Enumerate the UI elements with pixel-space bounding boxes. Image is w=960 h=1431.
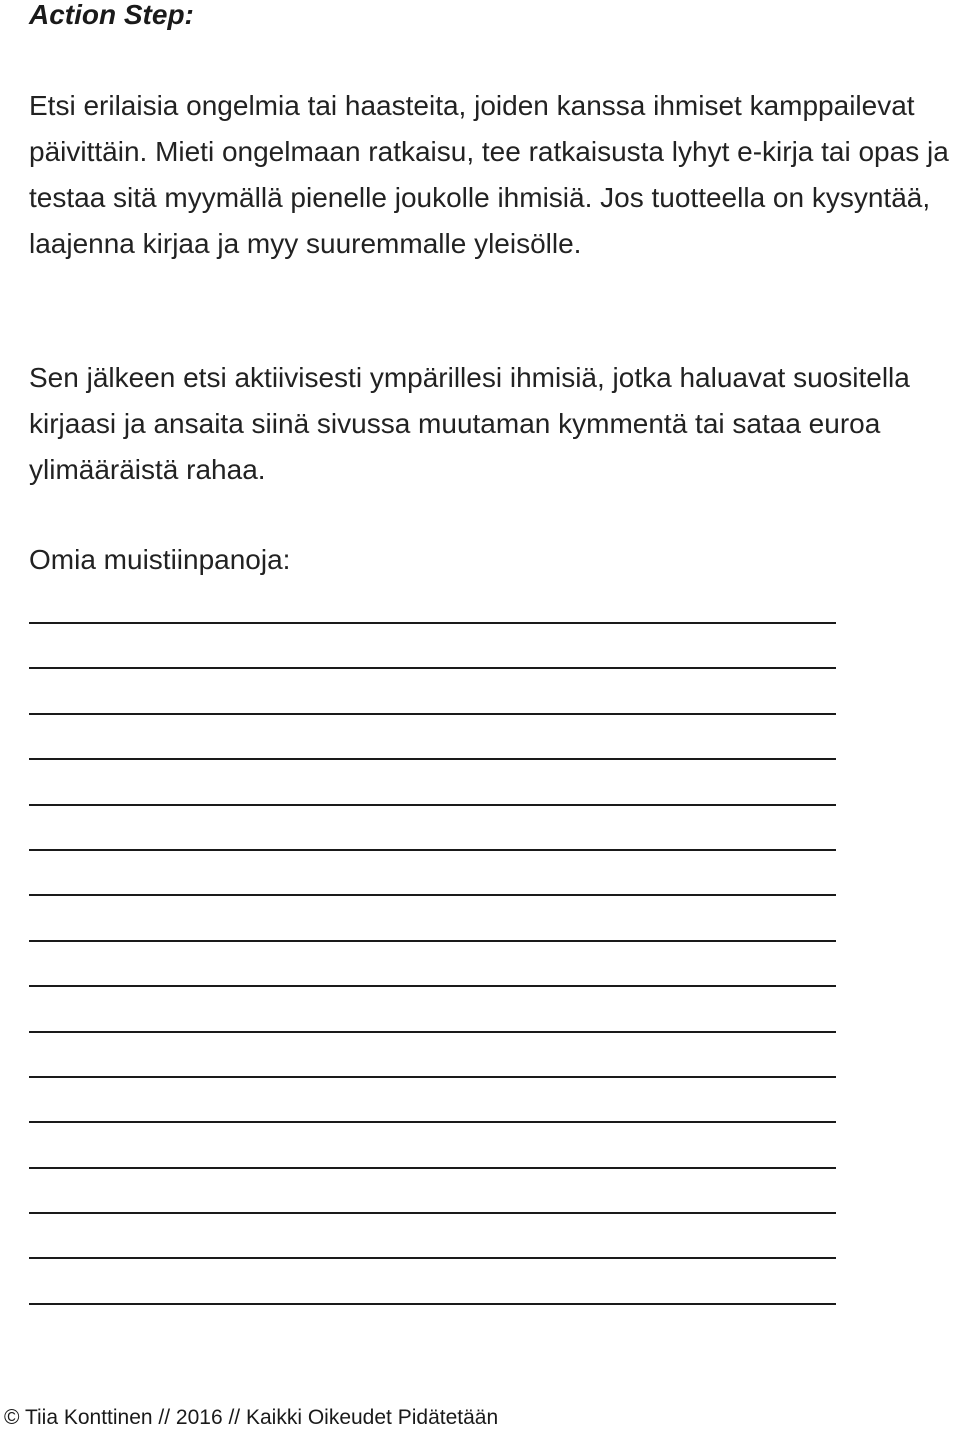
- follow-up-paragraph: Sen jälkeen etsi aktiivisesti ympärillesi ihmisiä, jotka haluavat suositella kirjaasi ja ansaita siinä sivussa muutaman kymmentä tai sataa euroa ylimääräistä rahaa.: [29, 362, 910, 485]
- note-line: [29, 1033, 836, 1078]
- note-line: [29, 624, 836, 669]
- note-line: [29, 1078, 836, 1123]
- note-line: [29, 669, 836, 714]
- note-line: [29, 1123, 836, 1168]
- copyright-footer: [4, 1405, 498, 1431]
- notes-label: Omia muistiinpanoja:: [29, 544, 291, 575]
- notes-writing-area: [29, 622, 836, 1305]
- copyright-icon: ©: [4, 1406, 20, 1429]
- note-line: [29, 851, 836, 896]
- instruction-paragraph: Etsi erilaisia ongelmia tai haasteita, joiden kanssa ihmiset kamppailevat päivittäin. Mieti ongelmaan ratkaisu, tee ratkaisusta lyhyt e-kirja tai opas ja testaa sitä myymällä pienelle joukolle ihmisiä. Jos tuotteella on kysyntää, laajenna kirjaa ja myy suuremmalle yleisölle.: [29, 90, 949, 259]
- note-line: [29, 1214, 836, 1259]
- note-line: [29, 760, 836, 805]
- note-line: [29, 715, 836, 760]
- note-line: [29, 987, 836, 1032]
- note-line: [29, 942, 836, 987]
- page-heading: Action Step:: [29, 0, 194, 30]
- note-line: [29, 1259, 836, 1304]
- note-line: [29, 896, 836, 941]
- footer-text: Tiia Konttinen // 2016 // Kaikki Oikeudet Pidätetään: [24, 1406, 499, 1429]
- note-line: [29, 1169, 836, 1214]
- note-line: [29, 806, 836, 851]
